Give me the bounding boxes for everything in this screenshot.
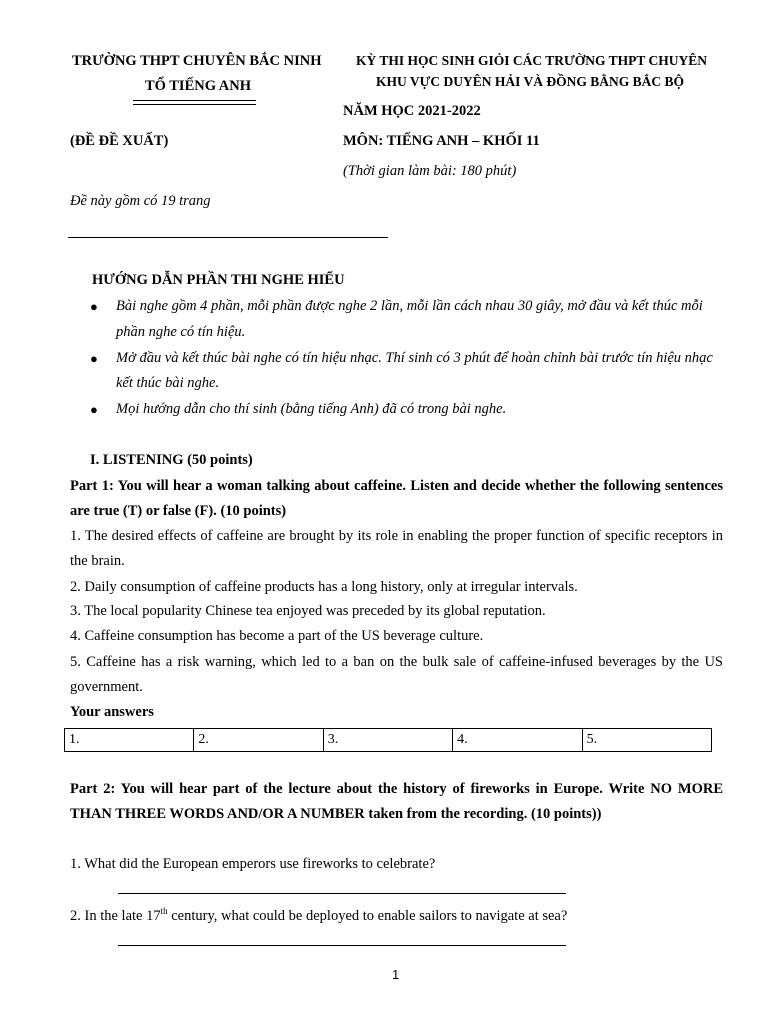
bullet-icon: ● (90, 299, 98, 314)
school-name: TRƯỜNG THPT CHUYÊN BẮC NINH (72, 53, 322, 69)
department-underline-2 (133, 104, 256, 105)
department-underline-1 (133, 100, 256, 101)
instruction-item: ● Bài nghe gồm 4 phần, mỗi phần được nghe 2 lần, mỗi lần cách nhau 30 giây, mở đầu và kết thúc mỗi phần nghe có tín hiệu. (88, 294, 728, 345)
exam-title-2: KHU VỰC DUYÊN HẢI VÀ ĐỒNG BẰNG BẮC BỘ (376, 74, 685, 89)
part2-question-1: 1. What did the European emperors use fireworks to celebrate? (70, 856, 436, 872)
answer-cell-4[interactable]: 4. (453, 729, 582, 752)
part1-instruction: Part 1: You will hear a woman talking about caffeine. Listen and decide whether the following sentences are true (T) or false (F). (10 points) (70, 478, 723, 519)
department-name: TỔ TIẾNG ANH (144, 78, 252, 94)
header-divider (68, 237, 388, 238)
bullet-icon: ● (90, 350, 98, 366)
part1-item-1: 1. The desired effects of caffeine are brought by its role in enabling the proper function of specific receptors in the brain. (70, 528, 723, 569)
instructions-heading: HƯỚNG DẪN PHẦN THI NGHE HIỂU (92, 272, 345, 288)
answer-cell-3[interactable]: 3. (323, 729, 452, 752)
answer-line-1[interactable] (118, 893, 566, 894)
answer-cell-2[interactable]: 2. (194, 729, 323, 752)
instruction-item: ● Mở đầu và kết thúc bài nghe có tín hiệu nhạc. Thí sinh có 3 phút để hoàn chỉnh bài trước tín hiệu nhạc kết thúc bài nghe. (88, 346, 728, 397)
subject-label: MÔN: TIẾNG ANH – KHỐI 11 (343, 133, 540, 149)
instruction-item: ● Mọi hướng dẫn cho thí sinh (bằng tiếng Anh) đã có trong bài nghe. (88, 397, 728, 423)
answers-label: Your answers (70, 704, 154, 720)
answer-cell-5[interactable]: 5. (582, 729, 711, 752)
part1-item-2: 2. Daily consumption of caffeine products has a long history, only at irregular intervals. (70, 579, 578, 595)
pages-note: Đề này gồm có 19 trang (70, 193, 211, 209)
part1-item-3: 3. The local popularity Chinese tea enjoyed was preceded by its global reputation. (70, 603, 546, 619)
page-number: 1 (392, 967, 400, 982)
part2-question-2: 2. In the late 17th century, what could be deployed to enable sailors to navigate at sea? (70, 906, 568, 924)
part1-item-4: 4. Caffeine consumption has become a part of the US beverage culture. (70, 628, 484, 644)
proposed-label: (ĐỀ ĐỀ XUẤT) (70, 133, 169, 149)
part1-item-5: 5. Caffeine has a risk warning, which led to a ban on the bulk sale of caffeine-infused beverages by the US government. (70, 654, 723, 695)
school-year: NĂM HỌC 2021-2022 (343, 103, 481, 119)
instructions-list (88, 294, 728, 423)
section-title: I. LISTENING (50 points) (90, 452, 253, 468)
part2-instruction: Part 2: You will hear part of the lecture about the history of fireworks in Europe. Write NO MORE THAN THREE WORDS AND/OR A NUMBER taken from the recording. (10 points)) (70, 781, 723, 822)
bullet-icon: ● (90, 402, 98, 417)
exam-title-1: KỲ THI HỌC SINH GIỎI CÁC TRƯỜNG THPT CHUYÊN (356, 53, 708, 68)
duration-note: (Thời gian làm bài: 180 phút) (343, 163, 517, 179)
answer-line-2[interactable] (118, 945, 566, 946)
answer-row (65, 729, 712, 752)
answer-cell-1[interactable]: 1. (65, 729, 194, 752)
answer-table (64, 728, 712, 752)
